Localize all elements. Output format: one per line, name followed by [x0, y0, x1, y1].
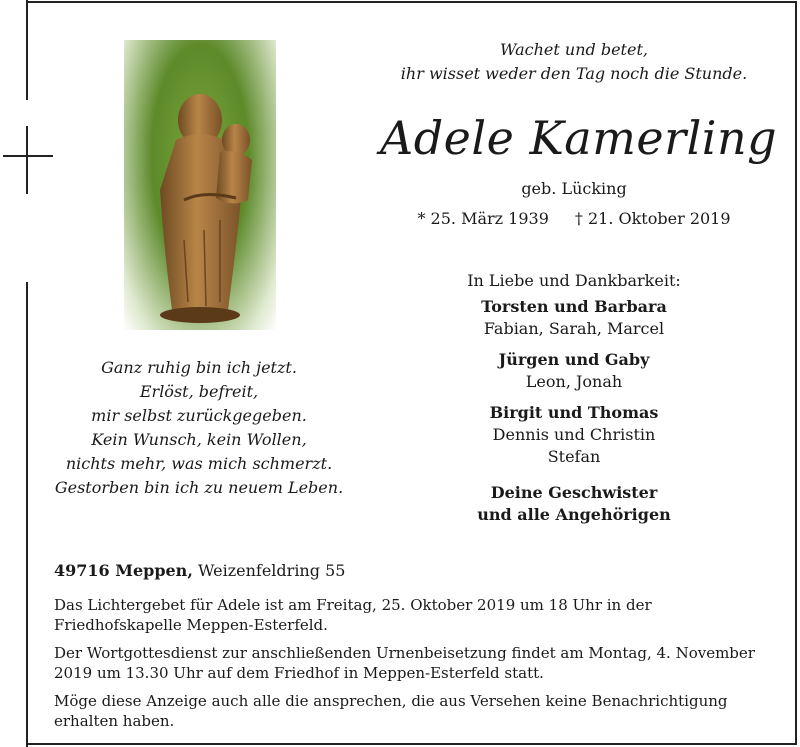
mourner-closing	[390, 482, 758, 526]
poem-line: Erlöst, befreit,	[139, 382, 259, 401]
poem-line: mir selbst zurückgegeben.	[91, 406, 307, 425]
mourner-group	[390, 296, 758, 340]
mourner-group-head: Jürgen und Gaby	[498, 350, 650, 369]
poem	[40, 356, 358, 500]
poem-line: Kein Wunsch, kein Wollen,	[91, 430, 307, 449]
poem-line: Gestorben bin ich zu neuem Leben.	[54, 478, 344, 497]
cross-bar-icon	[3, 155, 53, 157]
quote-line: ihr wisset weder den Tag noch die Stunde.	[400, 64, 748, 83]
border-left-lower	[26, 282, 28, 747]
mourner-group	[390, 402, 758, 468]
mourner-group-members: Fabian, Sarah, Marcel	[483, 319, 665, 338]
poem-line: nichts mehr, was mich schmerzt.	[65, 454, 333, 473]
madonna-statue-photo	[124, 40, 276, 330]
note-paragraph: Möge diese Anzeige auch alle die ansprechen, die aus Versehen keine Benachrichtigung erhalten haben.	[54, 692, 728, 730]
mourner-group-members: Leon, Jonah	[525, 372, 623, 391]
mourners-intro: In Liebe und Dankbarkeit:	[467, 271, 681, 290]
note-paragraph: Der Wortgottesdienst zur anschließenden Urnenbeisetzung findet am Montag, 4. November 2019 um 13.30 Uhr auf dem Friedhof in Meppen-Esterfeld statt.	[54, 644, 755, 682]
cross-stem-icon	[26, 126, 28, 194]
address-city: 49716 Meppen,	[54, 561, 193, 580]
birth-date: * 25. März 1939	[417, 209, 549, 228]
death-date: † 21. Oktober 2019	[574, 209, 731, 228]
quote-line: Wachet und betet,	[500, 40, 648, 59]
closing-line: und alle Angehörigen	[477, 505, 671, 524]
bible-quote	[390, 38, 758, 86]
service-notes	[54, 595, 784, 739]
address	[54, 560, 345, 582]
note-paragraph: Das Lichtergebet für Adele ist am Freitag, 25. Oktober 2019 um 18 Uhr in der Friedhofskapelle Meppen-Esterfeld.	[54, 596, 652, 634]
life-dates	[390, 207, 758, 231]
address-street: Weizenfeldring 55	[197, 561, 346, 580]
mourner-group	[390, 349, 758, 393]
deceased-name: Adele Kamerling	[380, 111, 778, 165]
closing-line: Deine Geschwister	[490, 483, 658, 502]
maiden-name: geb. Lücking	[521, 179, 627, 198]
mourner-group-head: Birgit und Thomas	[489, 403, 659, 422]
mourner-group-members: Stefan	[547, 447, 601, 466]
mourner-group-members: Dennis und Christin	[492, 425, 656, 444]
mourner-group-head: Torsten und Barbara	[481, 297, 667, 316]
poem-line: Ganz ruhig bin ich jetzt.	[101, 358, 297, 377]
border-left-upper	[26, 0, 28, 100]
mourners-list	[390, 270, 758, 535]
